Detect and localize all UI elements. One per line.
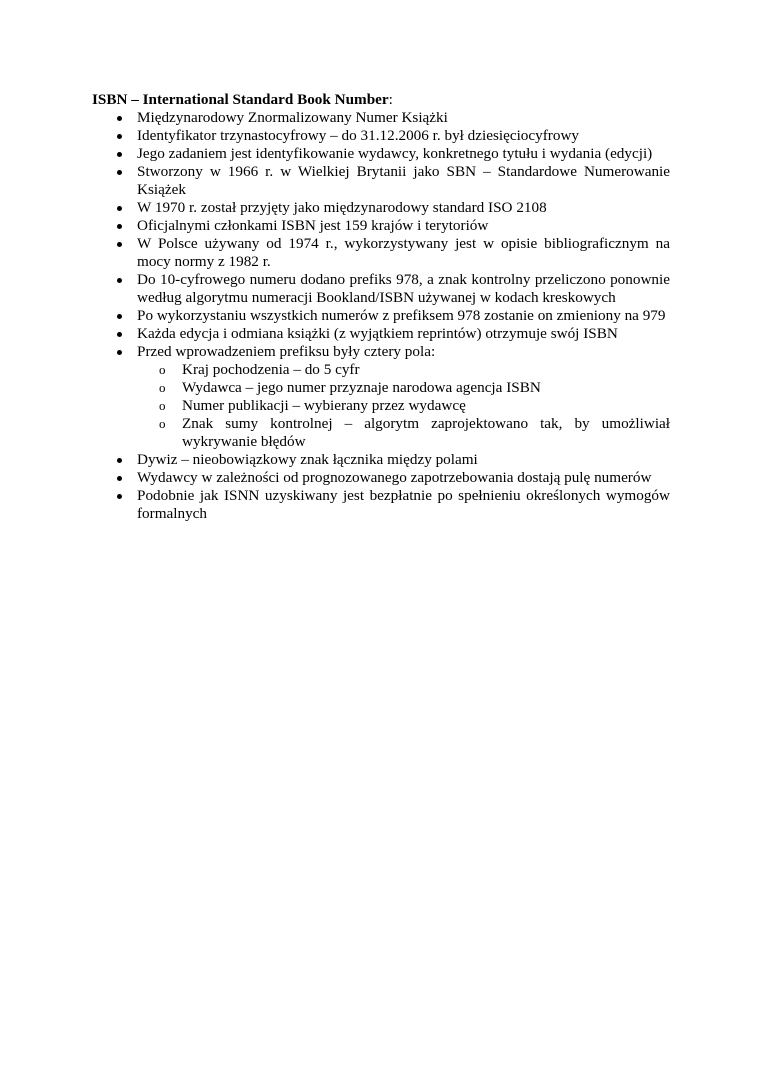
bullet-icon bbox=[117, 170, 122, 175]
sub-list-item-text: Wydawca – jego numer przyznaje narodowa agencja ISBN bbox=[182, 379, 541, 396]
bullet-icon bbox=[117, 134, 122, 139]
circle-bullet-icon: o bbox=[159, 398, 166, 413]
sub-list-item-text: Kraj pochodzenia – do 5 cyfr bbox=[182, 361, 360, 378]
list-item bbox=[92, 325, 670, 343]
sub-list-item-text: Numer publikacji – wybierany przez wydawcę bbox=[182, 397, 466, 414]
bullet-icon bbox=[117, 332, 122, 337]
bullet-icon bbox=[117, 314, 122, 319]
list-item bbox=[92, 109, 670, 127]
list-item-text: Po wykorzystaniu wszystkich numerów z prefiksem 978 zostanie on zmieniony na 979 bbox=[137, 307, 666, 324]
sub-list-item bbox=[137, 379, 670, 397]
heading-colon: : bbox=[388, 91, 393, 108]
list-item-text: Stworzony w 1966 r. w Wielkiej Brytanii jako SBN – Standardowe Numerowanie Książek bbox=[137, 163, 670, 198]
list-item bbox=[92, 163, 670, 199]
circle-bullet-icon: o bbox=[159, 380, 166, 395]
circle-bullet-icon: o bbox=[159, 362, 166, 377]
bullet-icon bbox=[117, 476, 122, 481]
list-item-text: Do 10-cyfrowego numeru dodano prefiks 978, a znak kontrolny przeliczono ponownie według algorytmu numeracji Bookland/ISBN używanej w kodach kreskowych bbox=[137, 271, 670, 306]
list-item-text: Przed wprowadzeniem prefiksu były cztery pola: bbox=[137, 343, 436, 360]
list-item bbox=[92, 127, 670, 145]
list-item bbox=[92, 487, 670, 523]
list-item-text: W 1970 r. został przyjęty jako międzynarodowy standard ISO 2108 bbox=[137, 199, 547, 216]
list-item bbox=[92, 217, 670, 235]
bullet-icon bbox=[117, 224, 122, 229]
bullet-icon bbox=[117, 458, 122, 463]
list-item-text: Jego zadaniem jest identyfikowanie wydawcy, konkretnego tytułu i wydania (edycji) bbox=[137, 145, 653, 162]
sub-list bbox=[137, 361, 670, 451]
bullet-icon bbox=[117, 350, 122, 355]
list-item-text: Identyfikator trzynastocyfrowy – do 31.12.2006 r. był dziesięciocyfrowy bbox=[137, 127, 580, 144]
list-item bbox=[92, 469, 670, 487]
circle-bullet-icon: o bbox=[159, 416, 166, 431]
bullet-icon bbox=[117, 242, 122, 247]
list-item-text: Wydawcy w zależności od prognozowanego zapotrzebowania dostają pulę numerów bbox=[137, 469, 652, 486]
sub-list-item bbox=[137, 415, 670, 451]
bullet-icon bbox=[117, 278, 122, 283]
list-item-text: Oficjalnymi członkami ISBN jest 159 krajów i terytoriów bbox=[137, 217, 489, 234]
bullet-icon bbox=[117, 152, 122, 157]
bullet-list bbox=[92, 109, 670, 523]
list-item-text: W Polsce używany od 1974 r., wykorzystywany jest w opisie bibliograficznym na mocy normy z 1982 r. bbox=[137, 235, 670, 270]
list-item bbox=[92, 307, 670, 325]
bullet-icon bbox=[117, 206, 122, 211]
list-item bbox=[92, 343, 670, 451]
list-item-text: Dywiz – nieobowiązkowy znak łącznika między polami bbox=[137, 451, 478, 468]
sub-list-item bbox=[137, 397, 670, 415]
list-item-text: Podobnie jak ISNN uzyskiwany jest bezpłatnie po spełnieniu określonych wymogów formalnych bbox=[137, 487, 670, 522]
bullet-icon bbox=[117, 494, 122, 499]
list-item-text: Każda edycja i odmiana książki (z wyjątkiem reprintów) otrzymuje swój ISBN bbox=[137, 325, 618, 342]
list-item bbox=[92, 199, 670, 217]
list-item bbox=[92, 451, 670, 469]
list-item bbox=[92, 145, 670, 163]
heading bbox=[92, 91, 670, 109]
sub-list-item-text: Znak sumy kontrolnej – algorytm zaprojektowano tak, by umożliwiał wykrywanie błędów bbox=[182, 415, 670, 450]
sub-list-item bbox=[137, 361, 670, 379]
list-item bbox=[92, 271, 670, 307]
heading-title: ISBN – International Standard Book Number bbox=[92, 91, 389, 108]
document-page bbox=[92, 91, 670, 523]
list-item bbox=[92, 235, 670, 271]
bullet-icon bbox=[117, 116, 122, 121]
list-item-text: Międzynarodowy Znormalizowany Numer Książki bbox=[137, 109, 448, 126]
